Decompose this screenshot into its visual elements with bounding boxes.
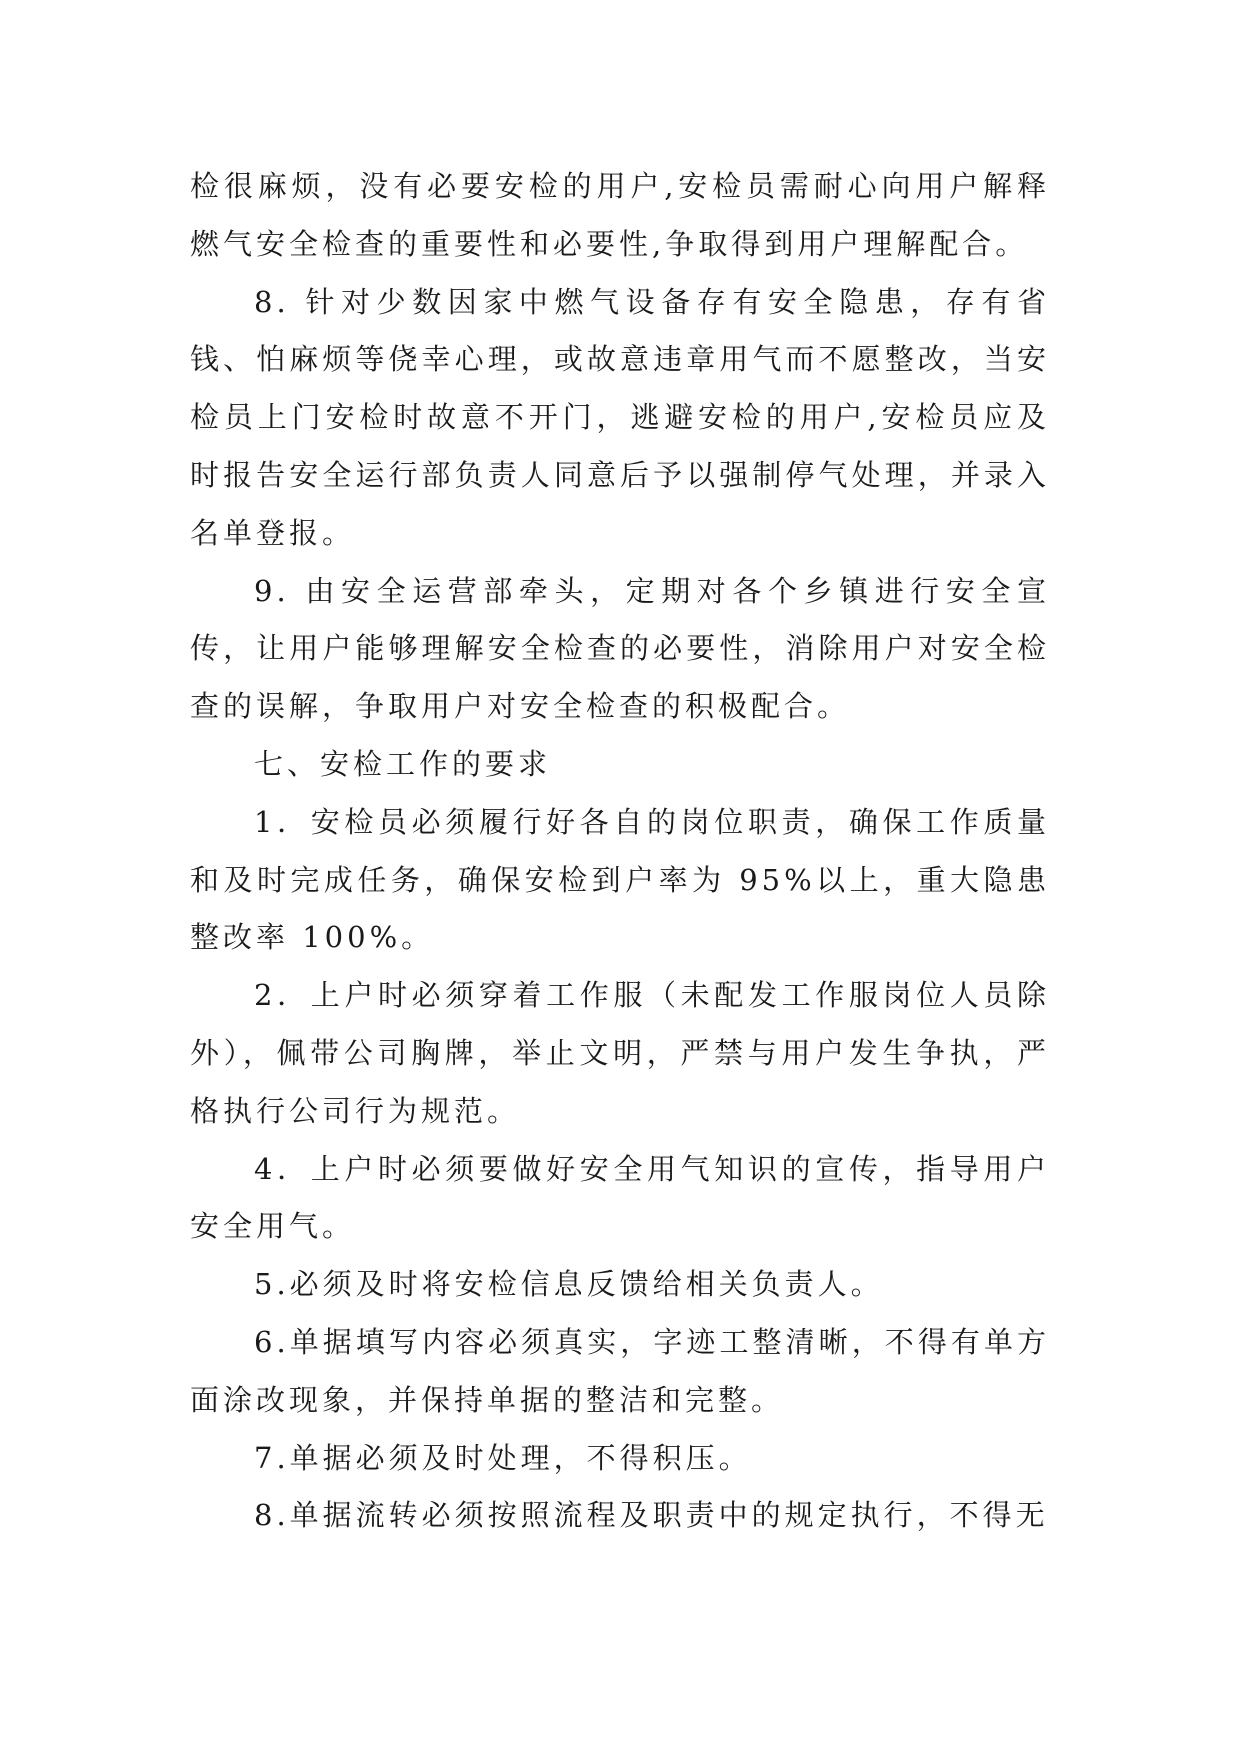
paragraph-item-8: 8. 针对少数因家中燃气设备存有安全隐患，存有省钱、怕麻烦等侥幸心理，或故意违章用气而不愿整改，当安检员上门安检时故意不开门，逃避安检的用户,安检员应及时报告安全运行部负责人同意后予以强制停气处理，并录入名单登报。	[190, 284, 1050, 550]
document-body	[190, 158, 1050, 1545]
requirement-item-2: 2．上户时必须穿着工作服（未配发工作服岗位人员除外），佩带公司胸牌，举止文明，严禁与用户发生争执，严格执行公司行为规范。	[190, 978, 1050, 1128]
requirement-item-6: 6.单据填写内容必须真实，字迹工整清晰，不得有单方面涂改现象，并保持单据的整洁和完整。	[190, 1324, 1050, 1417]
requirement-item-4: 4．上户时必须要做好安全用气知识的宣传，指导用户安全用气。	[190, 1151, 1050, 1244]
paragraph-item-9: 9. 由安全运营部牵头，定期对各个乡镇进行安全宣传，让用户能够理解安全检查的必要性，消除用户对安全检查的误解，争取用户对安全检查的积极配合。	[190, 573, 1050, 724]
paragraph-continuation: 检很麻烦，没有必要安检的用户,安检员需耐心向用户解释燃气安全检查的重要性和必要性,争取得到用户理解配合。	[190, 169, 1050, 261]
requirement-item-1: 1．安检员必须履行好各自的岗位职责，确保工作质量和及时完成任务，确保安检到户率为 95%以上，重大隐患整改率 100%。	[190, 804, 1050, 955]
section-heading: 七、安检工作的要求	[254, 746, 552, 781]
requirement-item-7: 7.单据必须及时处理，不得积压。	[254, 1440, 752, 1475]
requirement-item-8: 8.单据流转必须按照流程及职责中的规定执行，不得无	[254, 1498, 1049, 1533]
requirement-item-5: 5.必须及时将安检信息反馈给相关负责人。	[254, 1267, 884, 1302]
